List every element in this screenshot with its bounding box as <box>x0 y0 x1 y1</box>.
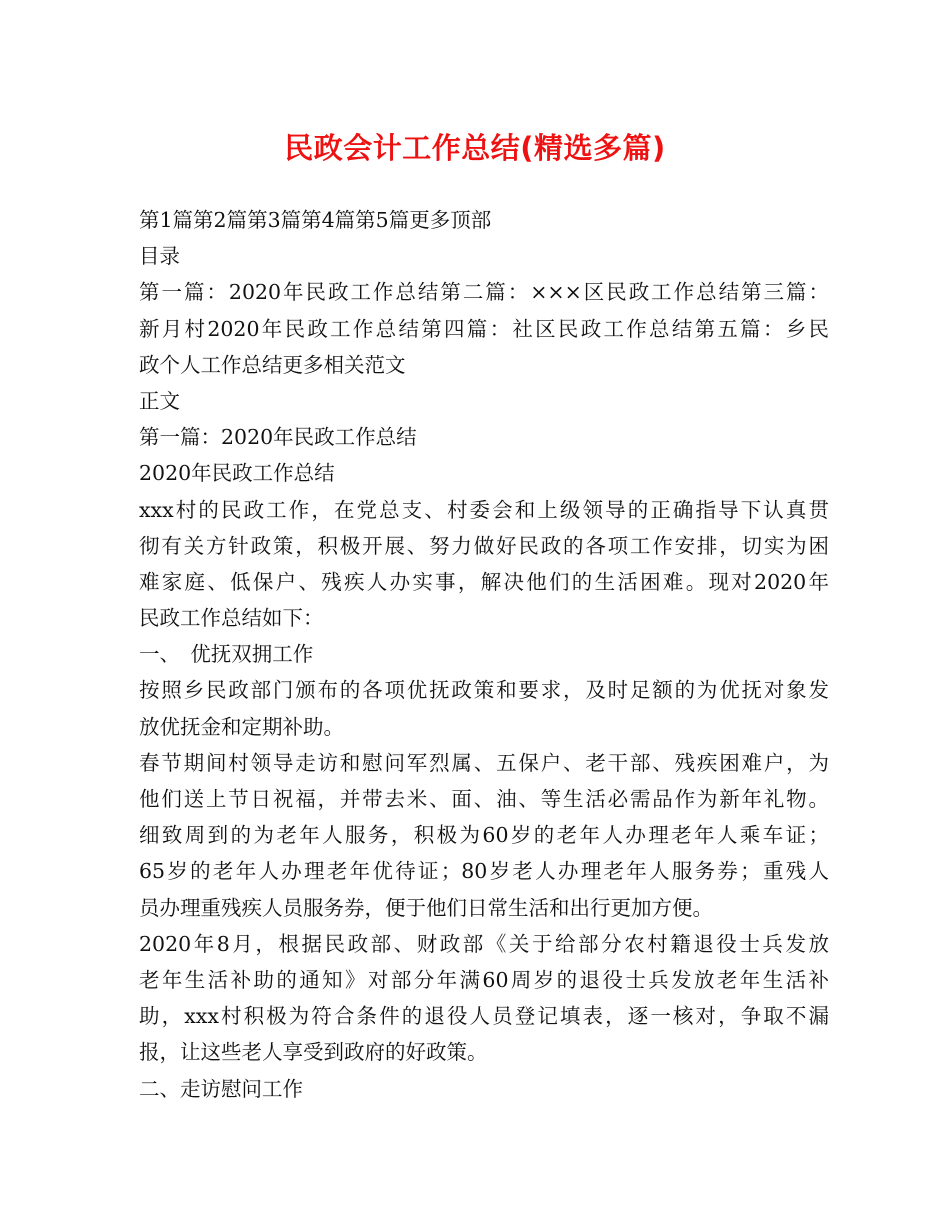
paragraph-line: 难家庭、低保户、残疾人办实事，解决他们的生活困难。现对2020年 <box>139 569 829 594</box>
paragraph-line: 细致周到的为老年人服务，积极为60岁的老年人办理老年人乘车证； <box>139 823 829 848</box>
paragraph-line: 2020年8月，根据民政部、财政部《关于给部分农村籍退役士兵发放 <box>139 931 829 956</box>
paragraph-line: 员办理重残疾人员服务券，便于他们日常生活和出行更加方便。 <box>139 895 713 920</box>
toc-heading: 目录 <box>139 244 180 269</box>
paragraph-line: 彻有关方针政策，积极开展、努力做好民政的各项工作安排，切实为困 <box>139 533 829 558</box>
paragraph-line: 助，xxx村积极为符合条件的退役人员登记填表，逐一核对，争取不漏 <box>139 1004 829 1029</box>
document-title: 民政会计工作总结(精选多篇) <box>284 131 666 165</box>
toc-line: 新月村2020年民政工作总结第四篇：社区民政工作总结第五篇：乡民 <box>139 316 829 341</box>
paragraph-line: xxx村的民政工作，在党总支、村委会和上级领导的正确指导下认真贯 <box>139 497 829 522</box>
section-heading: 二、走访慰问工作 <box>139 1076 303 1101</box>
paragraph-line: 报，让这些老人享受到政府的好政策。 <box>139 1040 488 1065</box>
paragraph-line: 老年生活补助的通知》对部分年满60周岁的退役士兵发放老年生活补 <box>139 967 829 992</box>
paragraph-line: 按照乡民政部门颁布的各项优抚政策和要求，及时足额的为优抚对象发 <box>139 678 829 703</box>
page-nav-links[interactable]: 第1篇第2篇第3篇第4篇第5篇更多顶部 <box>139 208 492 232</box>
paragraph-line: 他们送上节日祝福，并带去米、面、油、等生活必需品作为新年礼物。 <box>139 787 829 811</box>
article-subtitle: 2020年民政工作总结 <box>139 461 335 486</box>
paragraph-line: 春节期间村领导走访和慰问军烈属、五保户、老干部、残疾困难户，为 <box>139 750 829 775</box>
paragraph-line: 民政工作总结如下： <box>139 606 324 631</box>
paragraph-line: 放优抚金和定期补助。 <box>139 714 344 739</box>
section-heading: 一、 优抚双拥工作 <box>139 642 314 667</box>
toc-line: 第一篇：2020年民政工作总结第二篇：×××区民政工作总结第三篇： <box>139 280 829 305</box>
document-body <box>139 202 829 1107</box>
toc-line: 政个人工作总结更多相关范文 <box>139 352 406 377</box>
body-heading: 正文 <box>139 388 180 413</box>
paragraph-line: 65岁的老年人办理老年优待证；80岁老人办理老年人服务券；重残人 <box>139 859 829 884</box>
article-heading: 第一篇：2020年民政工作总结 <box>139 425 417 450</box>
